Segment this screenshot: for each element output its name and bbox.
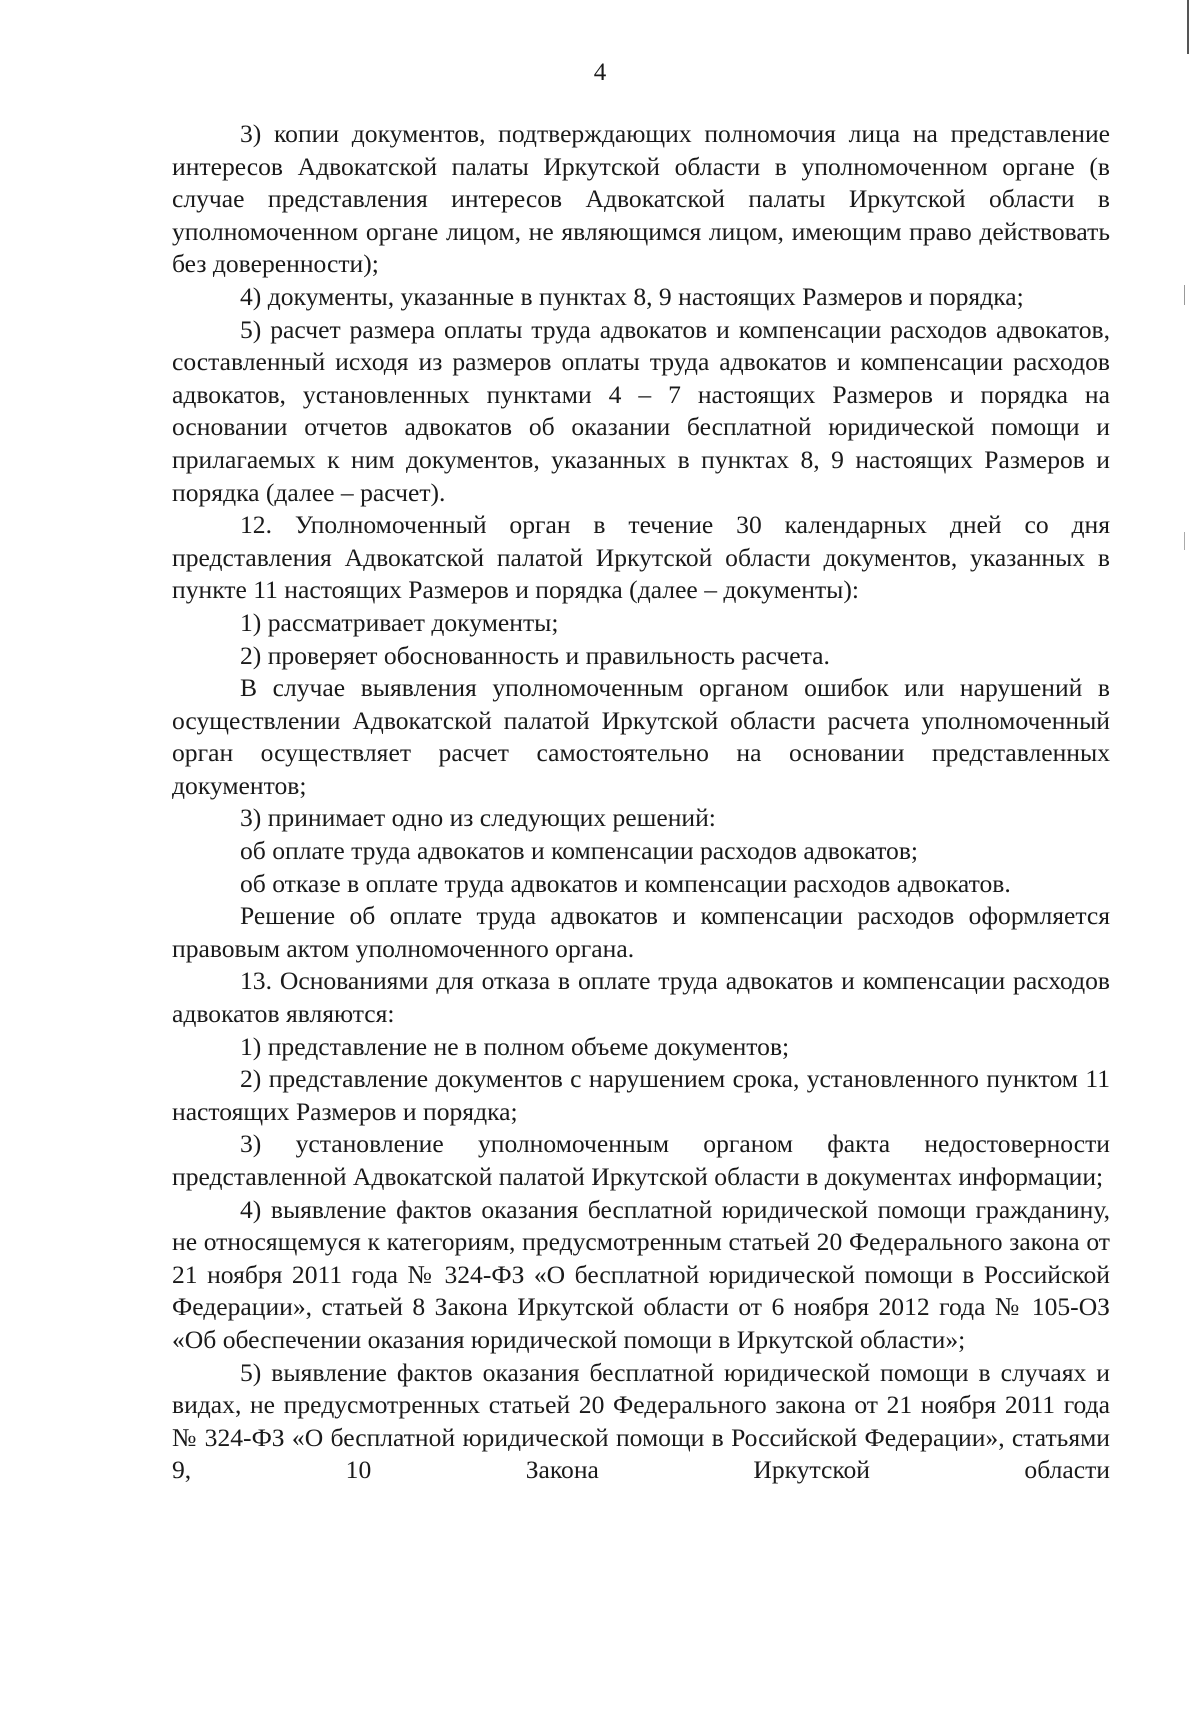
scan-edge-mark: [1184, 532, 1185, 550]
paragraph: Решение об оплате труда адвокатов и компенсации расходов оформляется правовым актом уполномоченного органа.: [172, 901, 1110, 963]
paragraph: 3) копии документов, подтверждающих полномочия лица на представление интересов Адвокатской палаты Иркутской области в уполномоченном органе (в случае представления интересов Адвокатской палаты Иркутской области в уполномоченном органе лицом, не являющимся лицом, имеющим право действовать без доверенности);: [172, 119, 1110, 279]
paragraph: об отказе в оплате труда адвокатов и компенсации расходов адвокатов.: [240, 868, 1011, 898]
paragraph: об оплате труда адвокатов и компенсации расходов адвокатов;: [240, 836, 919, 866]
scan-edge-mark: [1184, 285, 1185, 305]
paragraph: 12. Уполномоченный орган в течение 30 календарных дней со дня представления Адвокатской палатой Иркутской области документов, указанных в пункте 11 настоящих Размеров и порядка (далее – документы):: [172, 510, 1110, 605]
page-number: 4: [593, 59, 607, 86]
paragraph: 2) представление документов с нарушением срока, установленного пунктом 11 настоящих Размеров и порядка;: [172, 1064, 1110, 1126]
paragraph: 5) расчет размера оплаты труда адвокатов и компенсации расходов адвокатов, составленный исходя из размеров оплаты труда адвокатов и компенсации расходов адвокатов, установленных пунктами 4 – 7 настоящих Размеров и порядка на основании отчетов адвокатов об оказании бесплатной юридической помощи и прилагаемых к ним документов, указанных в пунктах 8, 9 настоящих Размеров и порядка (далее – расчет).: [172, 314, 1110, 507]
paragraph: 4) документы, указанные в пунктах 8, 9 настоящих Размеров и порядка;: [240, 281, 1024, 311]
paragraph: 2) проверяет обоснованность и правильность расчета.: [240, 640, 830, 670]
document-body: [172, 118, 1110, 1487]
paragraph: 1) рассматривает документы;: [240, 607, 559, 637]
scan-edge-mark: [1187, 0, 1189, 54]
paragraph: 3) принимает одно из следующих решений:: [240, 803, 716, 833]
paragraph: В случае выявления уполномоченным органом ошибок или нарушений в осуществлении Адвокатской палатой Иркутской области расчета уполномоченный орган осуществляет расчет самостоятельно на основании представленных документов;: [172, 673, 1110, 800]
paragraph: 3) установление уполномоченным органом факта недостоверности представленной Адвокатской палатой Иркутской области в документах информации;: [172, 1129, 1110, 1191]
paragraph: 4) выявление фактов оказания бесплатной юридической помощи гражданину, не относящемуся к категориям, предусмотренным статьей 20 Федерального закона от 21 ноября 2011 года № 324-ФЗ «О бесплатной юридической помощи в Российской Федерации», статьей 8 Закона Иркутской области от 6 ноября 2012 года № 105-ОЗ «Об обеспечении оказания юридической помощи в Иркутской области»;: [172, 1194, 1110, 1354]
paragraph: 1) представление не в полном объеме документов;: [240, 1031, 790, 1061]
paragraph: 5) выявление фактов оказания бесплатной юридической помощи в случаях и видах, не предусмотренных статьей 20 Федерального закона от 21 ноября 2011 года № 324-ФЗ «О бесплатной юридической помощи в Российской Федерации», статьями 9, 10 Закона Иркутской области: [172, 1357, 1110, 1485]
paragraph: 13. Основаниями для отказа в оплате труда адвокатов и компенсации расходов адвокатов являются:: [172, 966, 1110, 1029]
